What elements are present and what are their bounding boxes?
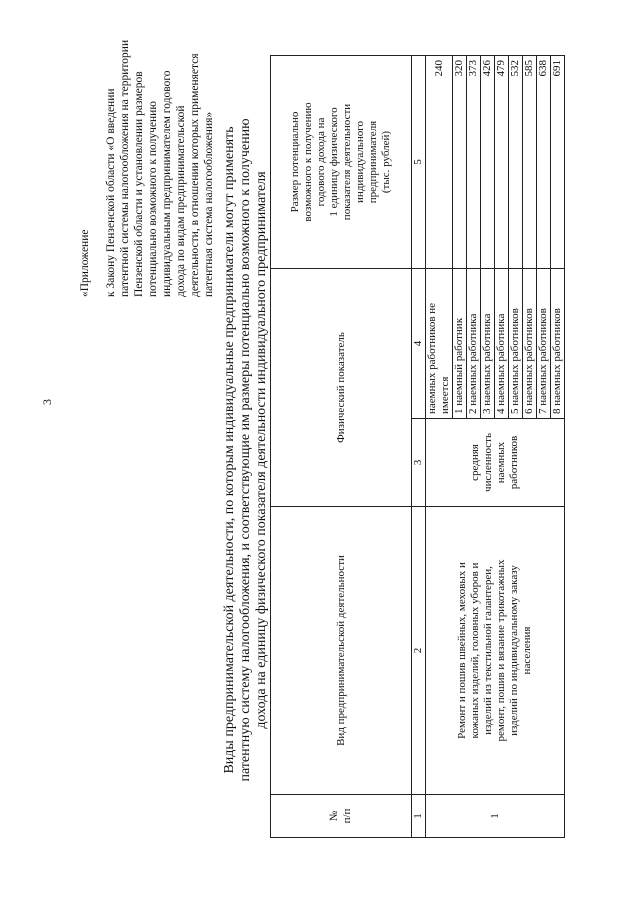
indicator-cell: 5 наемных работников <box>509 269 523 419</box>
appendix-line: деятельности, в отношении которых применяется <box>189 53 201 297</box>
indicator-cell: 3 наемных работника <box>481 269 495 419</box>
table-header-row <box>271 56 412 838</box>
indicator-cell: 8 наемных работников <box>551 269 565 419</box>
table-row <box>426 56 453 838</box>
title-line: дохода на единицу физического показателя деятельности индивидуального предпринимателя <box>254 171 269 729</box>
header-number: № п/п <box>271 795 412 838</box>
appendix-line: патентной системы налогообложения на территории <box>119 39 131 297</box>
income-value-cell: 426 <box>481 56 495 269</box>
title-line: патентную систему налогообложения, и соответствующие им размеры потенциально возможного к получению <box>238 118 253 782</box>
income-value-cell: 532 <box>509 56 523 269</box>
activity-name: Ремонт и пошив швейных, меховых и кожаных изделий, головных уборов и изделий из текстильной галантереи, ремонт, пошив и вязание трикотажных изделий по индивидуальному заказу населения <box>426 507 565 795</box>
income-value-cell: 638 <box>537 56 551 269</box>
activity-income-table <box>270 55 565 838</box>
appendix-line: потенциально возможного к получению <box>147 101 159 297</box>
column-number: 5 <box>412 56 426 269</box>
appendix-line: патентная система налогообложения» <box>203 111 215 297</box>
header-income: Размер потенциально возможного к получению годового дохода на 1 единицу физического показателя деятельности индивидуального предпринимателя (тыс. рублей) <box>271 56 412 269</box>
income-value-cell: 585 <box>523 56 537 269</box>
document-title <box>222 55 270 845</box>
appendix-line: дохода по видам предпринимательской <box>175 105 187 297</box>
indicator-parameter: средняя численность наемных работников <box>426 419 565 507</box>
income-value-cell: 373 <box>467 56 481 269</box>
income-value-cell: 691 <box>551 56 565 269</box>
column-number: 1 <box>412 795 426 838</box>
appendix-line: Пензенской области и установлении размеров <box>133 71 145 297</box>
header-indicator: Физический показатель <box>271 269 412 507</box>
column-number: 4 <box>412 269 426 419</box>
appendix-heading: «Приложение <box>79 229 91 297</box>
column-number-row <box>412 56 426 838</box>
appendix-line: к Закону Пензенской области «О введении <box>105 88 117 297</box>
indicator-cell: 2 наемных работника <box>467 269 481 419</box>
page-number: 3 <box>40 399 54 405</box>
indicator-cell: 1 наемный работник <box>453 269 467 419</box>
row-number: 1 <box>426 795 565 838</box>
column-number: 2 <box>412 507 426 795</box>
indicator-cell: 7 наемных работников <box>537 269 551 419</box>
indicator-cell: 4 наемных работника <box>495 269 509 419</box>
appendix-block <box>78 27 216 297</box>
header-activity: Вид предпринимательской деятельности <box>271 507 412 795</box>
appendix-line: индивидуальным предпринимателем годового <box>161 70 173 297</box>
title-line: Виды предпринимательской деятельности, по которым индивидуальные предприниматели могут применять <box>222 126 237 774</box>
income-value-cell: 240 <box>426 56 453 269</box>
income-value-cell: 320 <box>453 56 467 269</box>
indicator-cell: 6 наемных работников <box>523 269 537 419</box>
column-number: 3 <box>412 419 426 507</box>
income-value-cell: 479 <box>495 56 509 269</box>
indicator-cell: наемных работников не имеется <box>426 269 453 419</box>
